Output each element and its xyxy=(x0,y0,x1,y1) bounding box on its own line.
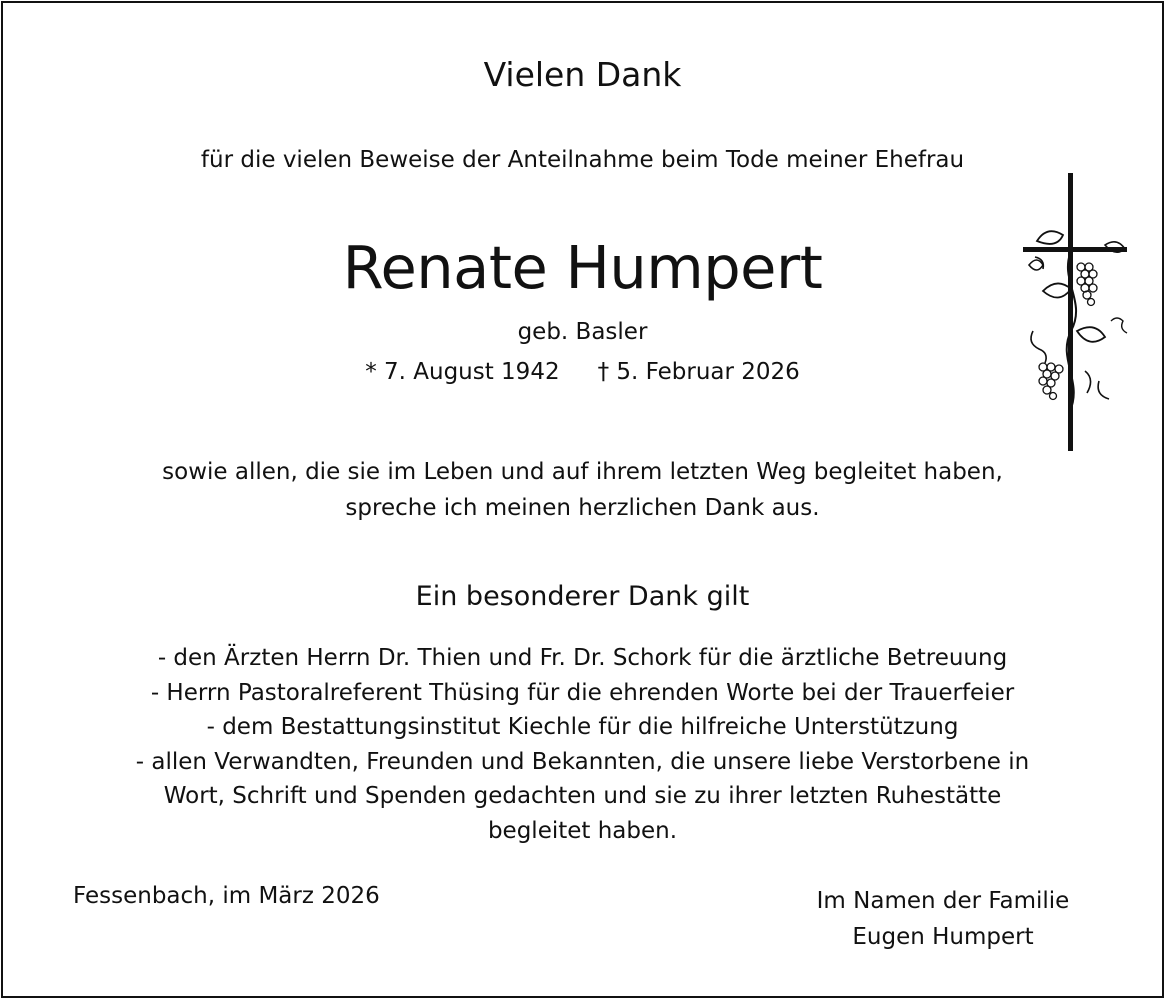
special-thanks-line: - allen Verwandten, Freunden und Bekannten, die unsere liebe Verstorbene in xyxy=(135,748,1030,775)
birth-date: * 7. August 1942 xyxy=(365,359,560,385)
special-thanks-line: - dem Bestattungsinstitut Kiechle für die hilfreiche Unterstützung xyxy=(206,714,959,740)
death-date: † 5. Februar 2026 xyxy=(597,359,800,385)
life-dates xyxy=(3,359,1162,385)
signature xyxy=(793,883,1093,955)
special-thanks-line: - Herrn Pastoralreferent Thüsing für die ehrenden Worte bei der Trauerfeier xyxy=(150,679,1015,706)
special-thanks-line: begleitet haben. xyxy=(487,817,678,844)
deceased-name: Renate Humpert xyxy=(342,233,823,302)
thanks-line-2: spreche ich meinen herzlichen Dank aus. xyxy=(345,495,820,521)
signature-line-1: Im Namen der Familie xyxy=(816,888,1070,914)
intro-text: für die vielen Beweise der Anteilnahme beim Tode meiner Ehefrau xyxy=(200,147,965,173)
cross-with-grapevine-icon xyxy=(1015,171,1131,453)
birth-name: geb. Basler xyxy=(517,319,648,345)
special-thanks-list xyxy=(3,641,1162,848)
place-date: Fessenbach, im März 2026 xyxy=(73,883,380,909)
special-thanks-line: Wort, Schrift und Spenden gedachten und sie zu ihrer letzten Ruhestätte xyxy=(163,783,1002,809)
obituary-notice xyxy=(1,1,1164,998)
thanks-line-1: sowie allen, die sie im Leben und auf ihrem letzten Weg begleitet haben, xyxy=(162,459,1003,485)
special-thanks-heading: Ein besonderer Dank gilt xyxy=(415,581,750,612)
heading: Vielen Dank xyxy=(483,55,682,94)
special-thanks-line: - den Ärzten Herrn Dr. Thien und Fr. Dr. Schork für die ärztliche Betreuung xyxy=(157,645,1008,671)
signature-line-2: Eugen Humpert xyxy=(852,924,1034,950)
